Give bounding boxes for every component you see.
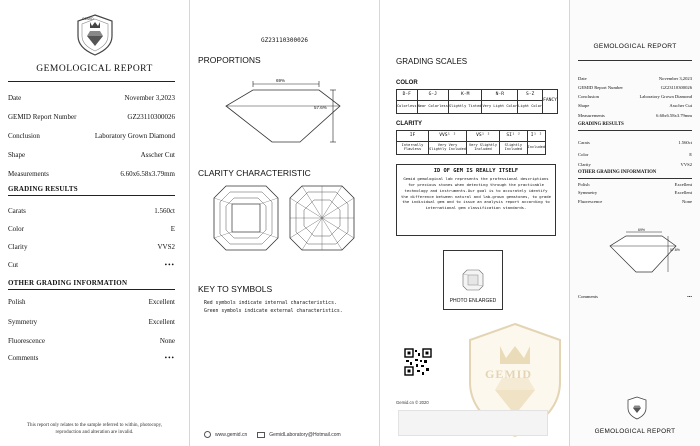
summary-shield-logo-icon bbox=[626, 396, 648, 420]
summary-report-title: GEMOLOGICAL REPORT bbox=[593, 43, 677, 50]
gem-identity-text: Gemid gemological lab represents the professional descriptions for precious stones when detecting through the practicable technology and instruments.Our goal is to accurately identify the difference between natural and lab-grown gemstones, to grade the individual gem and to issue an analysis report according to international gem classification standards. bbox=[401, 176, 551, 211]
depth-percent-label: 57.6% bbox=[314, 105, 327, 110]
color-grade-nr: N-R bbox=[482, 90, 518, 101]
row-comments: Comments ••• bbox=[8, 354, 175, 362]
summary-row-report-number: GEMID Report Number GZ23110300026 bbox=[578, 85, 692, 90]
key-line-red: Red symbols indicate internal characteristics. bbox=[204, 301, 337, 306]
summary-row-shape: Shape Asscher Cut bbox=[578, 103, 692, 108]
key-to-symbols-heading: KEY TO SYMBOLS bbox=[198, 284, 273, 294]
summary-depth-percent: 57.6% bbox=[670, 248, 680, 252]
clarity-desc-vvs: Very Very Slightly Included bbox=[429, 142, 467, 155]
summary-row-color: Color E bbox=[578, 152, 692, 157]
email-link[interactable]: GemidLaboratory@Hotmail.com bbox=[269, 431, 341, 438]
clarity-desc-if: Internally Flawless bbox=[397, 142, 429, 155]
clarity-grade-si: SI¹ ² bbox=[499, 131, 527, 142]
color-desc-very-light: Very Light Color bbox=[482, 101, 518, 114]
security-strip bbox=[398, 410, 548, 436]
color-grade-sz: S-Z bbox=[518, 90, 543, 101]
clarity-plot-pavilion bbox=[288, 184, 356, 252]
proportions-heading: PROPORTIONS bbox=[198, 55, 261, 65]
proportions-diagram bbox=[220, 76, 360, 148]
gem-identity-title: ID OF GEM IS REALLY ITSELF bbox=[433, 168, 519, 174]
row-measurements: Measurements 6.60x6.58x3.79mm bbox=[8, 170, 175, 178]
globe-icon bbox=[204, 431, 211, 438]
disclaimer-footer: This report only relates to the sample referred to within, photocopy, reproduction and alteration are invalid. bbox=[26, 423, 163, 436]
color-desc-light: Light Color bbox=[518, 101, 543, 114]
diamond-photo-icon bbox=[462, 269, 484, 291]
color-desc-slightly-tinted: Slightly Tinted bbox=[448, 101, 482, 114]
row-clarity: Clarity VVS2 bbox=[8, 243, 175, 251]
summary-row-carats: Carats 1.560ct bbox=[578, 140, 692, 145]
row-polish: Polish Excellent bbox=[8, 298, 175, 306]
summary-row-comments: Comments ••• bbox=[578, 294, 692, 299]
summary-row-conclusion: Conclusion Laboratory Grown Diamond bbox=[578, 94, 692, 99]
other-grading-heading: OTHER GRADING INFORMATION bbox=[8, 279, 128, 287]
clarity-grade-if: IF bbox=[397, 131, 429, 142]
color-scale-table bbox=[396, 89, 558, 114]
summary-table-percent: 69% bbox=[638, 228, 646, 232]
clarity-scale-table bbox=[396, 130, 546, 155]
summary-footer-title: GEMOLOGICAL REPORT bbox=[594, 428, 676, 435]
watermark-text: GEMID bbox=[485, 367, 532, 381]
row-date: Date November 3,2023 bbox=[8, 94, 175, 102]
summary-row-fluorescence: Fluorescence None bbox=[578, 199, 692, 204]
clarity-grade-i: I¹ ² bbox=[527, 131, 545, 142]
photo-enlarged-label: PHOTO ENLARGED bbox=[449, 298, 497, 304]
mail-icon bbox=[257, 432, 265, 438]
copyright-text: Gemid.cn © 2020 bbox=[396, 400, 429, 405]
title-divider bbox=[8, 81, 175, 82]
color-desc-near-colorless: Near Colorless bbox=[417, 101, 448, 114]
report-number-header: GZ23110300026 bbox=[261, 37, 308, 44]
summary-grading-divider bbox=[578, 130, 692, 131]
report-title: GEMOLOGICAL REPORT bbox=[36, 64, 153, 74]
summary-other-divider bbox=[578, 178, 692, 179]
summary-row-measurements: Measurements 6.60x6.58x3.79mm bbox=[578, 113, 692, 118]
other-divider bbox=[8, 289, 175, 290]
clarity-grade-vvs: VVS¹ ² bbox=[429, 131, 467, 142]
clarity-grade-vs: VS¹ ² bbox=[467, 131, 500, 142]
grading-scales-heading: GRADING SCALES bbox=[396, 57, 468, 66]
row-color: Color E bbox=[8, 225, 175, 233]
color-desc-colorless: Colorless bbox=[397, 101, 418, 114]
report-panel-summary bbox=[570, 0, 700, 446]
summary-row-symmetry: Symmetry Excellent bbox=[578, 190, 692, 195]
row-carats: Carats 1.560ct bbox=[8, 207, 175, 215]
summary-row-date: Date November 3,2023 bbox=[578, 76, 692, 81]
report-panel-grading-scales bbox=[380, 0, 570, 446]
report-panel-proportions bbox=[190, 0, 380, 446]
clarity-desc-vs: Very Slightly Included bbox=[467, 142, 500, 155]
table-percent-label: 69% bbox=[276, 78, 286, 83]
summary-grading-heading: GRADING RESULTS bbox=[578, 122, 624, 127]
color-grade-fancy: FANCY bbox=[543, 90, 558, 114]
summary-other-heading: OTHER GRADING INFORMATION bbox=[578, 170, 657, 175]
summary-row-clarity: Clarity VVS2 bbox=[578, 162, 692, 167]
qr-code-icon[interactable] bbox=[404, 348, 432, 376]
clarity-scale-heading: CLARITY bbox=[396, 121, 422, 127]
summary-proportions-diagram bbox=[604, 228, 684, 276]
clarity-characteristic-heading: CLARITY CHARACTERISTIC bbox=[198, 168, 311, 178]
color-grade-gj: G-J bbox=[417, 90, 448, 101]
summary-title-divider bbox=[578, 60, 692, 61]
color-grade-km: K-M bbox=[448, 90, 482, 101]
row-shape: Shape Asscher Cut bbox=[8, 151, 175, 159]
row-report-number: GEMID Report Number GZ23110300026 bbox=[8, 113, 175, 121]
color-scale-heading: COLOR bbox=[396, 80, 418, 86]
clarity-desc-i: Included bbox=[527, 142, 545, 155]
gemid-shield-logo-icon bbox=[72, 12, 118, 58]
clarity-plot-crown bbox=[212, 184, 280, 252]
report-panel-main bbox=[0, 0, 190, 446]
row-conclusion: Conclusion Laboratory Grown Diamond bbox=[8, 132, 175, 140]
color-grade-df: D-F bbox=[397, 90, 418, 101]
clarity-desc-si: Slightly Included bbox=[499, 142, 527, 155]
row-symmetry: Symmetry Excellent bbox=[8, 318, 175, 326]
logo-badge-text: GEMID bbox=[82, 17, 94, 21]
row-cut: Cut ••• bbox=[8, 261, 175, 269]
summary-row-polish: Polish Excellent bbox=[578, 182, 692, 187]
website-link[interactable]: www.gemid.cn bbox=[215, 431, 248, 438]
grading-divider bbox=[8, 195, 175, 196]
contact-footer bbox=[204, 431, 341, 438]
key-to-symbols-text bbox=[204, 300, 343, 316]
row-fluorescence: Fluorescence None bbox=[8, 337, 175, 345]
grading-results-heading: GRADING RESULTS bbox=[8, 185, 78, 193]
gem-identity-box bbox=[396, 164, 556, 236]
key-line-green: Green symbols indicate external characteristics. bbox=[204, 309, 343, 315]
